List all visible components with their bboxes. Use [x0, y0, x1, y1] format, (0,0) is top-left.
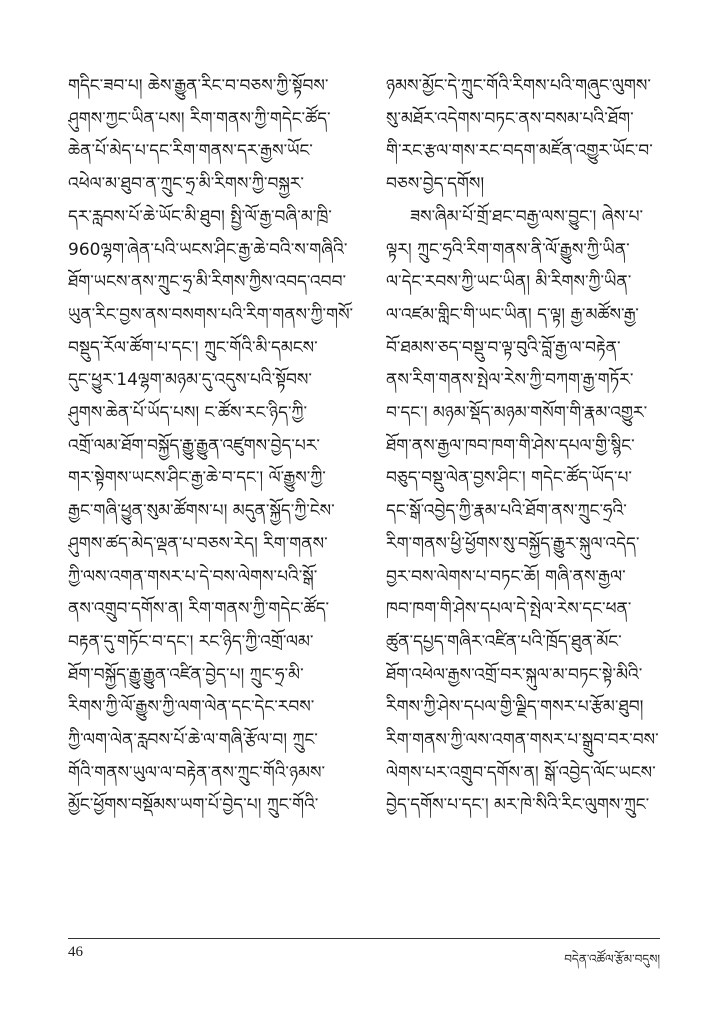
text-line: བ་དང་། མཉམ་སྡོད་མཉམ་གསོག་གི་རྣམ་འགྱུར་ [386, 403, 648, 424]
text-line: 960ལྷག་ཞེན་པའི་ཡངས་ཤིང་རྒྱ་ཆེ་བའི་ས་གཞིའི་ [68, 239, 348, 260]
page-number: 46 [68, 944, 83, 960]
text-line: རིག་གནས་ཀྱི་ལས་འགན་གསར་པ་སྒྲུབ་བར་བས་ [386, 730, 659, 751]
text-line: ཐོག་འཕེལ་རྒྱས་འགྲོ་བར་སྐུལ་མ་བཏང་སྟེ་མིའི་ [386, 664, 643, 685]
paragraph-start-line: ཟས་ཞིམ་པོ་གྲོ་ཐང་བརྒྱ་ལས་བྱུང་། ཞེས་པ་ [410, 206, 644, 227]
text-line: ཁབ་ཁག་གི་ཤེས་དཔལ་དེ་སྤེལ་རེས་དང་ཕན་ [386, 599, 632, 620]
text-line: ཐོག་ཡངས་ནས་ཀྲུང་ཧྲ་མི་རིགས་ཀྱིས་འབད་འབབ་ [68, 272, 347, 293]
text-line: དར་རླབས་པོ་ཆེ་ཡོང་མི་ཐུབ། སྤྱི་ལོ་རྒྱ་བཞི་མ་ཁྲི་ [68, 206, 332, 227]
text-line: ལ་དེང་རབས་ཀྱི་ཡང་ཡིན། མི་རིགས་ཀྱི་ཡིན་ [386, 272, 632, 293]
text-line: གར་སྟེགས་ཡངས་ཤིང་རྒྱ་ཆེ་བ་དང་། ལོ་རྒྱུས་ཀྱི་ [68, 468, 326, 489]
text-line: བཅས་བྱེད་དགོས། [386, 174, 485, 195]
text-line: ལེགས་པར་འགྲུབ་དགོས་ན། སྒོ་འབྱེད་ལོང་ཡངས་ [386, 762, 656, 783]
text-line: ཀྱི་ལས་འགན་གསར་པ་དེ་བས་ལེགས་པའི་སྒོ་ [68, 566, 318, 587]
text-line: ཚུན་དཔྱད་གཞིར་འཛིན་པའི་ཁྲོད་ཐུན་མོང་ [386, 631, 622, 652]
text-line: རྒྱང་གཞི་ཕྱུན་སུམ་ཚོགས་པ། མདུན་སྐྱོད་ཀྱི་ངེས་ [68, 501, 335, 522]
text-line: དང་སྒོ་འབྱེད་ཀྱི་རྣམ་པའི་ཐོག་ནས་ཀྲུང་ཧྲའི་ [386, 501, 627, 522]
text-line: ཐོག་བསྐྱོད་རྒྱུ་རྒྱུན་འཛིན་བྱེད་པ། ཀྲུང་ཧྲ་མི་ [68, 664, 304, 685]
text-line: གདིང་ཟབ་པ། ཆེས་རྒྱུན་རིང་བ་བཅས་ཀྱི་སྟོབས་ [68, 76, 329, 96]
text-line: ཀྱི་ལག་ལེན་རླབས་པོ་ཆེ་ལ་གཞི་རྩོལ་བ། ཀྲུང་ [68, 730, 318, 751]
text-line: ནས་འགྲུབ་དགོས་ན། རིག་གནས་ཀྱི་གདེང་ཚོད་ [68, 599, 330, 620]
text-line: ཆེན་པོ་མེད་པ་དང་རིག་གནས་དར་རྒྱས་ཡོང་ [68, 141, 313, 162]
text-line: འགྲོ་ལམ་ཐོག་བསྐྱོད་རྒྱུ་རྒྱུན་འཛུགས་བྱེད་པར་ [68, 435, 320, 456]
text-line: བརྟན་དུ་གཏོང་བ་དང་། རང་ཉིད་ཀྱི་འགྲོ་ལམ་ [68, 631, 314, 652]
text-line: ཡུན་རིང་བྱས་ནས་བསགས་པའི་རིག་གནས་ཀྱི་གསོ་ [68, 304, 354, 325]
text-line: རིག་གནས་ཕྱི་ཕྱོགས་སུ་བསྐྱོད་རྒྱུར་སྐུལ་འདེད་ [386, 533, 640, 554]
text-line: ལྟར། ཀྲུང་ཧྲའི་རིག་གནས་ནི་ལོ་རྒྱུས་ཀྱི་ཡིན་ [386, 239, 630, 260]
text-line: རིགས་ཀྱི་ཤེས་དཔལ་གྱི་ལྗིད་གསར་པ་རྩོམ་ཐུབ། [386, 697, 644, 718]
text-line: མྱོང་ཕྱོགས་བསྡོམས་ཡག་པོ་བྱེད་པ། ཀྲུང་གོའི་ [68, 795, 319, 816]
text-line: འཕེལ་མ་ཐུབ་ན་ཀྲུང་ཧྲ་མི་རིགས་ཀྱི་བསྐྱར་ [68, 174, 304, 195]
text-line: གི་རང་རྩལ་གས་རང་བདག་མཛོན་འགྱུར་ཡོང་བ་ [386, 141, 653, 162]
text-line: ནས་རིག་གནས་སྤེལ་རེས་ཀྱི་བཀག་རྒྱ་གཏོར་ [386, 370, 634, 391]
text-line: བྱེད་དགོས་པ་དང་། མར་ཁེ་སིའི་རིང་ལུགས་ཀྲུང་ [386, 795, 650, 816]
text-line: ལ་འཛམ་གླིང་གི་ཡང་ཡིན། ད་ལྟ། རྒྱ་མཚོས་རྒྱ་ [386, 304, 639, 325]
text-line: དུང་ཕྱུར་14ལྷག་མཉམ་དུ་འདུས་པའི་སྟོབས་ [68, 370, 312, 391]
text-line: བཅུད་བསྡུ་ལེན་བྱས་ཤིང་། གདེང་ཚོད་ཡོད་པ་ [386, 468, 632, 489]
running-footer-title: བདེན་འཚོལ་རྩོམ་བདུས། [564, 952, 660, 966]
text-line: ཐོག་ནས་རྒྱལ་ཁབ་ཁག་གི་ཤེས་དཔལ་གྱི་སྙིང་ [386, 435, 635, 456]
text-line: ཤུགས་ཚད་མེད་ལྡན་པ་བཅས་རེད། རིག་གནས་ [68, 533, 328, 554]
footer-divider [68, 938, 660, 939]
text-line: བོ་ཐམས་ཅད་བསྡུ་བ་ལྟ་བུའི་བློ་རྒྱ་ལ་བརྟེན་ [386, 337, 621, 358]
text-line: གོའི་གནས་ཡུལ་ལ་བརྟེན་ནས་ཀྲུང་གོའི་ཉམས་ [68, 762, 326, 783]
text-line: ཤུགས་ཀྱང་ཡིན་པས། རིག་གནས་ཀྱི་གདེང་ཚོད་ [68, 108, 331, 129]
right-text-column [386, 70, 682, 822]
left-text-column [68, 70, 364, 822]
text-line: རིགས་ཀྱི་ལོ་རྒྱུས་ཀྱི་ལག་ལེན་དང་དེང་རབས་ [68, 697, 315, 718]
text-line: སུ་མཐོར་འདེགས་བཏང་ནས་བསམ་པའི་ཐོག་ [386, 108, 634, 129]
text-line: ཉམས་མྱོང་དེ་ཀྲུང་གོའི་རིགས་པའི་གཞུང་ལུགས་ [386, 76, 651, 96]
text-line: བྱར་བས་ལེགས་པ་བཏང་ཆོ། གཞི་ནས་རྒྱལ་ [386, 566, 626, 587]
text-line: ཤུགས་ཆེན་པོ་ཡོད་པས། ང་ཚོས་རང་ཉིད་ཀྱི་ [68, 403, 308, 424]
text-line: བསྡུད་རོལ་ཚོག་པ་དང་། ཀྲུང་གོའི་མི་དམངས་ [68, 337, 318, 358]
